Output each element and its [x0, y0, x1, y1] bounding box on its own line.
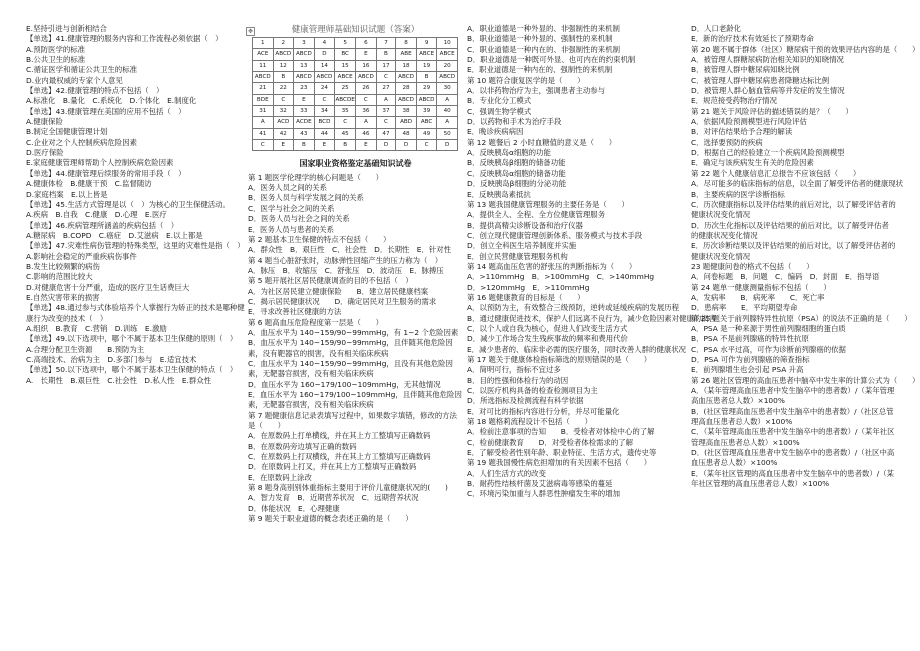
- text-line: C．检前健康教育 D．对受检者体检需求的了解: [467, 437, 634, 447]
- text-line: D．所选指标及检测流程有科学依据: [467, 396, 584, 406]
- text-line: A．简明可行，指标不宜过多: [467, 365, 561, 375]
- text-line: E．前列腺增生也会引起 PSA 升高: [691, 365, 804, 375]
- text-line: D．历次生化指标以及评估结果的前后对比，以了解受评估者的健康状况变化情况: [691, 220, 889, 240]
- text-line: D．被管理人群心脑血管病等并发症的发生情况: [691, 86, 845, 96]
- answer-table-cell: ACE: [253, 49, 274, 60]
- text-line: E．新的治疗技术有效延长了预期寿命: [691, 34, 814, 44]
- text-line: D．减少工作场合发生残疾事故的频率和费用代价: [467, 334, 628, 344]
- text-line: A.影响社会稳定的严重疾病伤事件: [26, 251, 137, 261]
- text-line: 第 13 题我国健康管理服务的主要任务是（ ）: [467, 199, 629, 209]
- answer-table-cell: E: [273, 140, 294, 151]
- text-line: D.家庭档案 E.以上皆是: [26, 189, 108, 199]
- text-line: E.坚持引进与创新相结合: [26, 24, 107, 33]
- answer-table-cell: ABC: [416, 117, 437, 128]
- text-line: C．历次健康指标以及评估结果的前后对比，以了解受评估者的健康状况变化情况: [691, 199, 896, 220]
- answer-table-cell: 5: [335, 38, 356, 49]
- text-line: E．（某年社区管理的高血压患者中发生脑卒中的患者数）/（某年社区管理的高血压患者总人数）×100%: [691, 468, 895, 489]
- text-line: E．反映胰岛素抵抗: [467, 189, 531, 199]
- text-line: 第 5 题开展社区居民健康调查的目的不包括（ ）: [248, 276, 413, 286]
- text-line: E．了解受检者性别年龄、职业特征、生活方式，遗传史等: [467, 448, 657, 458]
- answer-table-cell: A: [437, 117, 458, 128]
- text-line: C．以个人或自我为核心，促进人们改变生活方式: [467, 323, 628, 333]
- text-line: 第 6 题高血压危险程度第一层是（ ）: [248, 317, 384, 327]
- column-3: [467, 24, 716, 500]
- text-line: A.糖尿病 B.COPD C.癌症 D.艾滋病 E.以上都是: [26, 230, 203, 240]
- answer-table-cell: E: [294, 94, 315, 105]
- text-line: E．在原数码上涂改: [248, 472, 312, 482]
- answer-table-cell: C: [335, 117, 356, 128]
- answer-table-cell: 24: [314, 83, 335, 94]
- answer-table-cell: 36: [356, 106, 377, 117]
- text-line: A．问卷标题 B．问题 C．编码 D．封面 E．指导语: [691, 272, 880, 282]
- text-line: D．患病率 E．平均期望寿命: [691, 303, 798, 313]
- text-line: 第 26 题社区管理的高血压患者中脑卒中发生率的计算公式为（ ）: [691, 375, 920, 385]
- text-line: C．创立现代健康管理创新体系、服务模式与技术手段: [467, 230, 643, 240]
- answer-table-cell: 1: [253, 38, 274, 49]
- answer-table-cell: E: [314, 140, 335, 151]
- answer-table-cell: ABCD: [416, 94, 437, 105]
- text-line: 第 22 题个人健康信息汇总报告不应该包括（ ）: [691, 168, 861, 178]
- answer-table-cell: C: [356, 94, 377, 105]
- text-line: B.制定全国健康管理计划: [26, 127, 108, 137]
- text-line: E．血压水平为 160~179/100~109mmHg，且伴随其他危险因素，无靶器官损害，没有相关临床疾病: [248, 390, 462, 410]
- answer-table-cell: 42: [273, 128, 294, 139]
- answer-table-cell: 27: [376, 83, 396, 94]
- answer-table-cell: 39: [416, 106, 437, 117]
- text-line: D．(社区管理高血压患者中发生脑卒中的患者数）/（社区中高血压患者总人数）×100%: [691, 448, 895, 468]
- answer-table-block: [248, 24, 463, 151]
- answer-table-cell: 49: [416, 128, 437, 139]
- text-line: 第 4 题当心脏舒张时，动脉弹性回缩产生的压力称为（ ）: [248, 255, 443, 265]
- text-line: A．智力发育 B．近期营养状况 C．远期营养状况: [248, 493, 419, 503]
- table-move-handle-icon[interactable]: ✥: [247, 28, 254, 35]
- text-line: A.标准化 B.量化 C.系统化 D.个体化 E.制度化: [26, 96, 197, 106]
- answer-table-cell: 8: [396, 38, 417, 49]
- answer-table-cell: C: [376, 72, 396, 83]
- text-line: A．人们生活方式的改变: [467, 468, 546, 478]
- text-line: C.企业对之个人控制疾病危险因素: [26, 137, 137, 147]
- answer-table-cell: 40: [437, 106, 458, 117]
- text-line: E．历次诊断结果以及评估结果的前后对比，以了解受评估者的健康状况变化情况: [691, 241, 896, 261]
- answer-table-cell: ACDE: [294, 117, 315, 128]
- text-line: 【单选】45.生活方式管理是以（ ）为核心的卫生保健活动。: [26, 199, 230, 209]
- text-line: C．（某年管理高血压患者中发生脑卒中的患者数）/（某年社区管理高血压患者总人数）×100%: [691, 427, 895, 447]
- answer-table-cell: 18: [396, 60, 417, 71]
- text-line: C．在原数码上打双横线，并在其上方工整填写正确数码: [248, 452, 431, 462]
- answer-table-cell: D: [314, 49, 335, 60]
- answer-table-cell: ABCE: [437, 49, 458, 60]
- text-line: A.组织 B.教育 C.营销 D.训练 E.激励: [26, 323, 167, 333]
- text-line: A．PSA 是一种来源于男性前列腺细胞的蛋白质: [691, 323, 846, 333]
- text-line: D．以药物和手术为治疗手段: [467, 117, 562, 127]
- answer-table-cell: ABCD: [294, 72, 315, 83]
- answer-table-cell: 29: [416, 83, 437, 94]
- answer-table-cell: BCD: [314, 117, 335, 128]
- answer-table-cell: BDE: [253, 94, 274, 105]
- answer-table-cell: 9: [416, 38, 437, 49]
- answer-table-cell: C: [273, 94, 294, 105]
- text-line: 第 25 题关于前列腺特异性抗原（PSA）的说法不正确的是（ ）: [691, 313, 912, 323]
- text-line: B．反映胰岛β细胞的储备功能: [467, 158, 566, 168]
- answer-table-cell: 37: [376, 106, 396, 117]
- answer-table-cell: 44: [314, 128, 335, 139]
- text-line: B．通过健康促进技术，保护人们远离不良行为，减少危险因素对健康的损害: [467, 313, 716, 323]
- answer-table-cell: 33: [294, 106, 315, 117]
- answer-table-cell: ABCD: [253, 72, 274, 83]
- text-line: C．被管理人群中糖尿病患者降糖达标比例: [691, 75, 830, 85]
- text-line: A．（某年管理高血压患者中发生脑卒中的患者数）/（某年管理高血压患者总人数）×100%: [691, 386, 895, 406]
- answer-table-title: 健康管理师基础知识试题（答案）: [291, 25, 420, 35]
- answer-table-cell: 31: [253, 106, 274, 117]
- answer-table-cell: D: [396, 140, 417, 151]
- answer-table-cell: 38: [396, 106, 417, 117]
- text-line: 第 18 题格莉流程设计不包括（ ）: [467, 417, 592, 427]
- text-line: 【单选】48.通过参与式体验培养个人掌握行为矫正的技术是哪种健康行为改变的技术（ ）: [26, 303, 245, 323]
- text-line: A.健康保险: [26, 117, 63, 127]
- text-line: A．医务人员之间的关系: [248, 183, 327, 193]
- answer-table-cell: BC: [335, 49, 356, 60]
- text-line: 第 12 题餐后 2 小时血糖值的意义是（ ）: [467, 137, 617, 147]
- text-line: E.自然灾害带来的损害: [26, 292, 100, 302]
- text-line: A．以预防为主，有效整合三级预防，逆转或延缓疾病的发展历程: [467, 303, 679, 313]
- text-line: E．确定与该疾病发生有关的危险因素: [691, 158, 814, 168]
- text-line: C．医学与社会之间的关系: [248, 203, 335, 213]
- text-line: D．PSA 可作为前列腺癌的筛查指标: [691, 355, 810, 364]
- answer-table-cell: 26: [356, 83, 377, 94]
- answer-table-cell: 46: [356, 128, 377, 139]
- text-line: D．创立全科医生培养制度并实施: [467, 241, 577, 251]
- text-line: 【单选】42.健康管理的特点不包括（ ）: [26, 86, 164, 96]
- text-line: 【单选】46.疾病管理所涵盖的疾病包括（ ）: [26, 220, 179, 230]
- answer-table-cell: 23: [294, 83, 315, 94]
- answer-table-cell: 3: [294, 38, 315, 49]
- answer-table-cell: ABCD: [396, 72, 417, 83]
- text-line: B.公共卫生的标准: [26, 55, 86, 65]
- text-line: A．在原数码上打单横线，并在其上方工整填写正确数码: [248, 431, 431, 441]
- answer-table-cell: 10: [437, 38, 458, 49]
- text-line: A.疾病 B.自我 C.健康 D.心理 E.医疗: [26, 210, 167, 220]
- answer-table-cell: E: [356, 140, 377, 151]
- answer-table: [252, 37, 458, 151]
- text-line: D．人口老龄化: [691, 24, 742, 33]
- answer-table-row: [253, 140, 458, 151]
- text-line: B．医务人员与科学发展之间的关系: [248, 193, 364, 203]
- answer-table-cell: C: [253, 140, 274, 151]
- answer-table-cell: 19: [416, 60, 437, 71]
- text-line: 【单选】47.灾难性病伤管理的特殊类型，这里的灾难性是指（ ）: [26, 241, 245, 251]
- answer-table-cell: 14: [314, 60, 335, 71]
- answer-table-cell: ACD: [273, 117, 294, 128]
- text-line: D．在原数码上打叉，并在其上方工整填写正确数码: [248, 462, 417, 472]
- answer-table-row: [253, 106, 458, 117]
- text-line: A．脉压 B．收缩压 C．舒张压 D．波动压 E．脉搏压: [248, 265, 444, 275]
- answer-table-cell: B: [335, 140, 356, 151]
- text-line: 第 7 题健康信息记录表填写过程中，如果数字填错，修改的方法是（ ）: [248, 410, 457, 431]
- column-2: [248, 24, 463, 524]
- text-line: B．耐药性结核杆菌及艾滋病毒等感染的蔓延: [467, 479, 613, 489]
- exam-title: 国家职业资格鉴定基础知识试卷: [299, 159, 412, 169]
- text-line: A．职业道德是一种外显的、非强制性的来机制: [467, 24, 620, 33]
- text-line: B．职业道德是一种外显的、强制性的来机制: [467, 34, 613, 44]
- text-line: A.合理分配卫生资源 B.预防为主: [26, 344, 145, 354]
- column-4: [691, 24, 920, 489]
- answer-table-row: [253, 83, 458, 94]
- answer-table-cell: E: [356, 49, 377, 60]
- answer-table-cell: 25: [335, 83, 356, 94]
- text-line: C.高端技术、治病为主 D.多部门参与 E.适宜技术: [26, 355, 197, 364]
- text-line: E．医务人员与患者的关系: [248, 224, 334, 234]
- answer-table-cell: 20: [437, 60, 458, 71]
- text-line: C．揭示居民健康状况 D．确定居民对卫生服务的需求: [248, 296, 437, 306]
- text-line: 第 9 题关于职业道德的概念表述正确的是（ ）: [248, 514, 413, 524]
- answer-table-cell: 13: [294, 60, 315, 71]
- text-line: B．被管理人群中糖尿病知晓比例: [691, 65, 800, 75]
- text-line: C．反映胰岛α细胞的储备功能: [467, 168, 566, 178]
- text-line: B．目的性强和体检行为的动因: [467, 375, 569, 385]
- answer-table-cell: B: [416, 72, 437, 83]
- text-line: 23 题健康问卷的格式不包括（ ）: [691, 261, 814, 271]
- text-line: A．>110mmHg B．>100mmHg C．>140mmHg: [467, 272, 655, 282]
- text-line: A．发病率 B．病死率 C．死亡率: [691, 292, 825, 302]
- answer-table-row: [253, 94, 458, 105]
- text-line: A．反映胰岛α细胞的功能: [467, 148, 551, 158]
- text-line: D.对健康危害十分严重，造成的医疗卫生话费巨大: [26, 282, 190, 292]
- answer-table-row: [253, 60, 458, 71]
- text-line: C．血压水平为 140~159/90~99mmHg，且没有其他危险因素，无靶器官损害，没有相关临床疾病: [248, 358, 453, 379]
- text-line: 第 10 题符合康复医学的是（ ）: [467, 75, 585, 85]
- answer-table-cell: 34: [314, 106, 335, 117]
- answer-table-cell: ABCE: [335, 72, 356, 83]
- answer-table-cell: B: [376, 49, 396, 60]
- text-line: D．体能状况 E．心理健康: [248, 503, 340, 513]
- text-line: D.业内最权威的专家个人意见: [26, 75, 123, 85]
- text-line: A．群众性 B．艰巨性 C．社会性 D．长期性 E．针对性: [248, 245, 452, 255]
- answer-table-cell: ABCD: [356, 72, 377, 83]
- answer-table-row: [253, 128, 458, 139]
- text-line: A.健康体检 B.健康干预 C.监督随访: [26, 179, 152, 189]
- answer-table-cell: A: [437, 94, 458, 105]
- answer-table-cell: C: [314, 94, 335, 105]
- answer-table-cell: 21: [253, 83, 274, 94]
- answer-table-cell: B: [273, 72, 294, 83]
- answer-table-cell: ABCD: [396, 94, 417, 105]
- answer-table-cell: ABCDE: [335, 94, 356, 105]
- answer-table-cell: ABCD: [437, 72, 458, 83]
- answer-table-cell: 7: [376, 38, 396, 49]
- answer-table-row: [253, 117, 458, 128]
- answer-table-cell: 22: [273, 83, 294, 94]
- text-line: 第 21 题关于风险评估的描述错误的是？（ ）: [691, 106, 853, 116]
- text-line: B．PSA 不是前列腺癌的特异性抗原: [691, 334, 809, 344]
- text-line: 【单选】43.健康管理在美国的应用不包括（ ）: [26, 106, 186, 116]
- text-line: 第 16 题健康教育的目标是（ ）: [467, 292, 585, 302]
- answer-table-cell: ABCD: [314, 72, 335, 83]
- text-line: 【单选】49.以下选项中，哪个不属于基本卫生保健的原则（ ）: [26, 334, 238, 344]
- answer-table-cell: 4: [314, 38, 335, 49]
- text-line: E．职业道德是一种内在的、强制性的来机制: [467, 65, 613, 75]
- text-line: B．主要疾病的医学诊断指标: [691, 189, 785, 199]
- text-line: E．对可比的指标内容进行分析，并尽可能量化: [467, 406, 620, 416]
- text-line: B．血压水平为 140~159/90~99mmHg，且伴随其他危险因素，没有靶器官的损害，没有相关临床疾病: [248, 338, 453, 358]
- text-line: A．检前注意事项的告知 B．受检者对体检中心的了解: [467, 427, 655, 437]
- answer-table-cell: 6: [356, 38, 377, 49]
- answer-table-cell: D: [437, 140, 458, 151]
- answer-table-cell: B: [294, 140, 315, 151]
- answer-table-cell: 50: [437, 128, 458, 139]
- answer-table-cell: C: [376, 117, 396, 128]
- text-line: E．寻求改善社区健康的方法: [248, 307, 342, 317]
- text-line: 第 14 题高血压危害的舒张压的判断指标为（ ）: [467, 261, 637, 271]
- text-line: E．晚诊疾病病因: [467, 127, 524, 137]
- text-line: B．对评估结果给予合理的解读: [691, 127, 793, 137]
- text-line: A．提供全人、全程、全方位健康管理服务: [467, 210, 606, 220]
- answer-table-cell: 30: [437, 83, 458, 94]
- answer-table-cell: 12: [273, 60, 294, 71]
- text-line: D．反映胰岛β细胞的分泌功能: [467, 179, 567, 189]
- answer-table-cell: 45: [335, 128, 356, 139]
- text-line: E.家庭健康管理师帮助个人控制疾病危险因素: [26, 158, 174, 168]
- answer-table-cell: A: [356, 117, 377, 128]
- text-line: 【单选】41.健康管理的服务内容和工作流程必须依据（ ）: [26, 34, 223, 44]
- text-line: C．以医疗机构具备的检查检测项目为主: [467, 386, 598, 396]
- text-line: C．环境污染加重与人群恶性肿瘤发生率的增加: [467, 489, 620, 499]
- text-line: 第 20 题不属于群体（社区）糖尿病干预的效果评估内容的是（ ）: [691, 44, 920, 54]
- text-line: D．医务人员与社会之间的关系: [248, 214, 350, 224]
- text-line: A．尽可能多的临床指标的信息，以全面了解受评估者的健康现状: [691, 179, 903, 189]
- answer-table-cell: ABE: [396, 49, 417, 60]
- text-line: B.发生比较频繁的病伤: [26, 261, 100, 271]
- answer-table-cell: 16: [356, 60, 377, 71]
- text-line: 【单选】50.以下选项中，哪个不属于基本卫生保健的特点（ ）: [26, 365, 238, 375]
- answer-table-cell: 48: [396, 128, 417, 139]
- answer-table-cell: 11: [253, 60, 274, 71]
- text-line: C．强调生物学模式: [467, 106, 532, 116]
- text-line: D．职业道德是一种既可外显、也可内在的约束机制: [467, 55, 636, 65]
- text-line: E．规范接受药物治疗情况: [691, 96, 777, 106]
- text-line: D.医疗保险: [26, 148, 64, 158]
- answer-table-cell: C: [416, 140, 437, 151]
- text-line: B．专业化分工模式: [467, 96, 532, 106]
- text-line: 第 17 题关于健康体检指标筛选的原则错误的是（ ）: [467, 355, 652, 364]
- text-line: C.影响的范围比较大: [26, 272, 93, 282]
- text-line: A.预防医学的标准: [26, 44, 86, 54]
- column-1: [26, 24, 251, 386]
- text-line: C.循证医学和循证公共卫生的标准: [26, 65, 137, 75]
- answer-table-cell: A: [253, 117, 274, 128]
- text-line: E．创立民营健康管理服务机构: [467, 251, 568, 261]
- text-line: D．血压水平为 160~179/100~109mmHg，无其他情况: [248, 379, 441, 389]
- text-line: A．为社区居民建立健康保险 B．建立居民健康档案: [248, 286, 429, 296]
- text-line: B．提供高精尖诊断设备和治疗仪器: [467, 220, 583, 230]
- answer-table-cell: 47: [376, 128, 396, 139]
- answer-table-row: [253, 38, 458, 49]
- answer-table-row: [253, 72, 458, 83]
- text-line: C．选择要预防的疾病: [691, 137, 763, 147]
- text-line: 第 24 题单一健康测量指标不包括（ ）: [691, 282, 831, 292]
- text-line: B．(社区管理高血压患者中发生脑卒中的患者数）/（社区总管理高血压患者总人数）×100%: [691, 406, 894, 427]
- text-line: 第 19 题我国慢性病危担增加的有关因素不包括（ ）: [467, 458, 652, 468]
- answer-table-cell: 2: [273, 38, 294, 49]
- text-line: A．血压水平为 140~159/90~99mmHg，有 1~2 个危险因素: [248, 327, 459, 337]
- answer-table-cell: 35: [335, 106, 356, 117]
- text-line: E．减少患者的、临床非必需的医疗服务，同时改善人群的健康状况: [467, 344, 687, 354]
- answer-table-cell: ABCD: [294, 49, 315, 60]
- text-line: A. 长期性 B.艰巨性 C.社会性 D.私人性 E.群众性: [26, 375, 212, 385]
- answer-table-cell: 41: [253, 128, 274, 139]
- answer-table-cell: ABD: [396, 117, 417, 128]
- text-line: D．>120mmHg E．>110mmHg: [467, 282, 590, 292]
- text-line: 【单选】44.健康管理后续服务的常用手段（ ）: [26, 168, 186, 178]
- answer-table-row: [253, 49, 458, 60]
- text-line: A．以非药物治疗为主，强调患者主动参与: [467, 86, 606, 96]
- text-line: C．职业道德是一种内在的、非强制性的来机制: [467, 44, 620, 54]
- text-line: A．被管理人群糖尿病防治相关知识的知晓情况: [691, 55, 844, 65]
- text-line: 第 1 题医学伦理学的核心问题是（ ）: [248, 172, 384, 182]
- answer-table-cell: ABCD: [273, 49, 294, 60]
- text-line: 第 8 题身高别别体重指标主要用于评价儿童健康状况的( ): [248, 483, 448, 493]
- answer-table-cell: D: [376, 140, 396, 151]
- answer-table-cell: 32: [273, 106, 294, 117]
- answer-table-cell: 43: [294, 128, 315, 139]
- answer-table-cell: 15: [335, 60, 356, 71]
- text-line: A．依据风险预测模型进行风险评估: [691, 117, 807, 127]
- text-line: D．根据自己的经验建立一个疾病风险预测模型: [691, 148, 845, 158]
- text-line: B．在原数码旁边填写正确的数码: [248, 441, 357, 451]
- answer-table-cell: 28: [396, 83, 417, 94]
- answer-table-cell: ABCE: [416, 49, 437, 60]
- answer-table-cell: 17: [376, 60, 396, 71]
- text-line: C．PSA 水平过高，可作为诊断前列腺癌的依据: [691, 344, 846, 354]
- answer-table-cell: A: [376, 94, 396, 105]
- text-line: 第 2 题基本卫生保健的特点不包括（ ）: [248, 234, 391, 244]
